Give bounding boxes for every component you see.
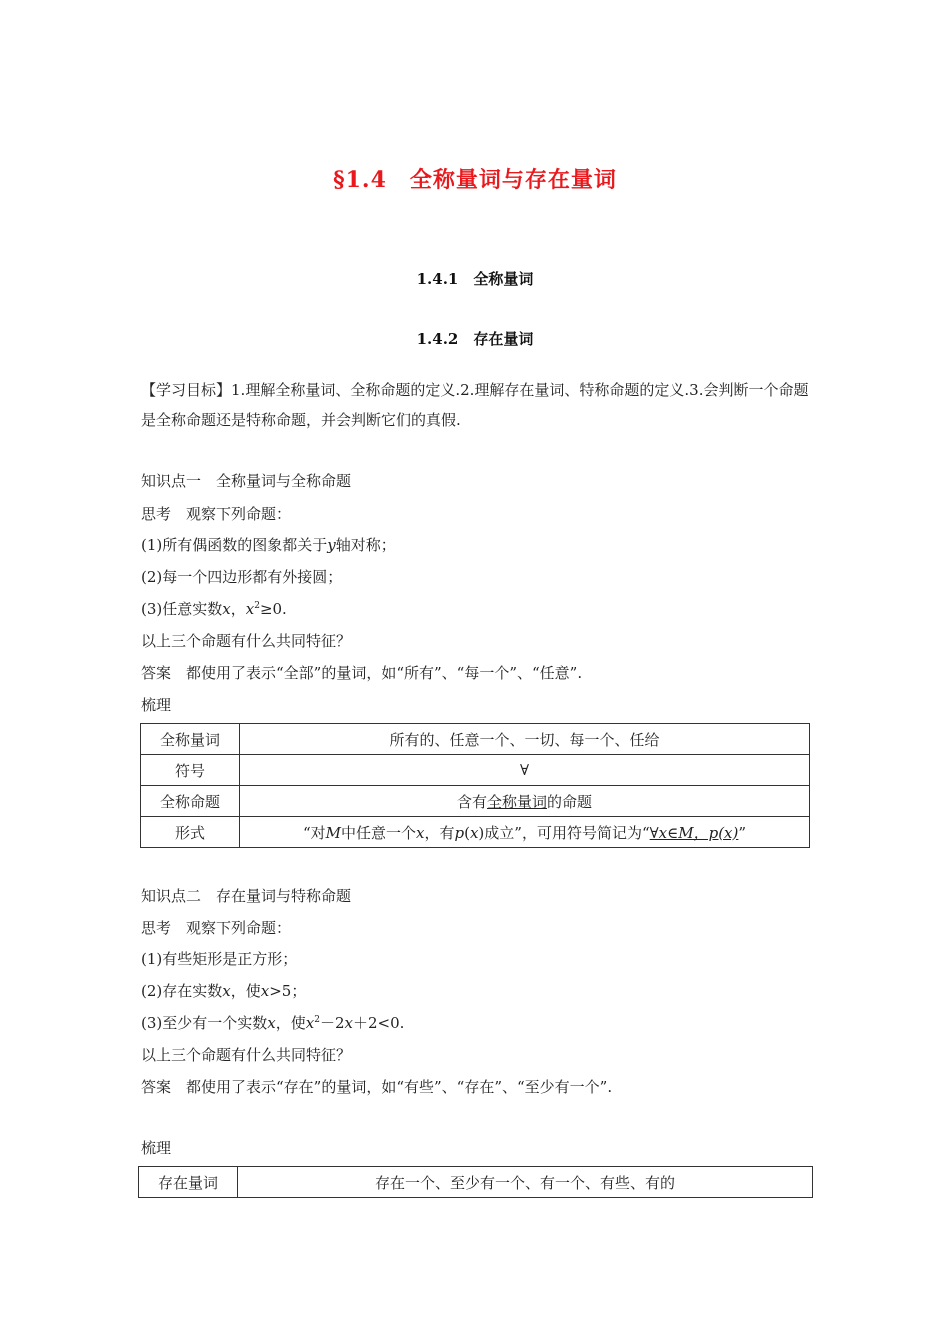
section2-answer: 答案 都使用了表示“存在”的量词，如“有些”、“存在”、“至少有一个”. [141, 1078, 613, 1096]
section1-item-2: (2)每一个四边形都有外接圆； [141, 568, 343, 586]
table-label-cell: 形式 [141, 817, 240, 848]
section1-answer: 答案 都使用了表示“全部”的量词，如“所有”、“每一个”、“任意”. [141, 664, 583, 682]
universal-quantifier-table [140, 723, 810, 848]
table-value-cell: “对M中任意一个x，有p(x)成立”，可用符号简记为“∀x∈M，p(x)” [240, 817, 810, 848]
table-label-cell: 全称命题 [141, 786, 240, 817]
table-value-cell: 含有全称量词的命题 [240, 786, 810, 817]
page-title: §1.4 全称量词与存在量词 [333, 167, 617, 193]
section1-item-3: (3)任意实数x，$x^2\ge 0$. [141, 600, 287, 618]
section2-item-3: (3)至少有一个实数x，使$x^2-2x+2<0$. [141, 1014, 405, 1032]
table-row [141, 786, 810, 817]
table-row [141, 817, 810, 848]
table-row [139, 1167, 813, 1198]
existential-quantifier-table [138, 1166, 813, 1198]
table-label-cell: 存在量词 [139, 1167, 238, 1198]
table-row [141, 724, 810, 755]
learning-objective [141, 375, 821, 435]
section2-question: 以上三个命题有什么共同特征？ [141, 1046, 352, 1064]
section1-question: 以上三个命题有什么共同特征？ [141, 632, 352, 650]
section2-summary-label: 梳理 [141, 1139, 172, 1157]
section2-heading: 知识点二 存在量词与特称命题 [141, 887, 352, 905]
section1-think: 思考 观察下列命题： [141, 505, 292, 523]
section1-heading: 知识点一 全称量词与全称命题 [141, 472, 352, 490]
table-value-cell: ∀ [240, 755, 810, 786]
subtitle-1-4-1: 1.4.1 全称量词 [416, 270, 534, 288]
table-value-cell: 所有的、任意一个、一切、每一个、任给 [240, 724, 810, 755]
section2-item-2: (2)存在实数x，使x>5； [141, 982, 307, 1000]
subtitle-1-4-2: 1.4.2 存在量词 [416, 330, 534, 348]
table-label-cell: 全称量词 [141, 724, 240, 755]
section1-item-1: (1)所有偶函数的图象都关于y轴对称； [141, 536, 396, 554]
section2-think: 思考 观察下列命题： [141, 919, 292, 937]
table-value-cell: 存在一个、至少有一个、有一个、有些、有的 [238, 1167, 813, 1198]
section1-summary-label: 梳理 [141, 696, 172, 714]
section2-item-1: (1)有些矩形是正方形； [141, 950, 298, 968]
table-label-cell: 符号 [141, 755, 240, 786]
objective-text: 1.理解全称量词、全称命题的定义.2.理解存在量词、特称命题的定义.3.会判断一个命题是全称命题还是特称命题，并会判断它们的真假. [141, 381, 809, 429]
table-row [141, 755, 810, 786]
objective-tag: 【学习目标】 [141, 381, 232, 399]
